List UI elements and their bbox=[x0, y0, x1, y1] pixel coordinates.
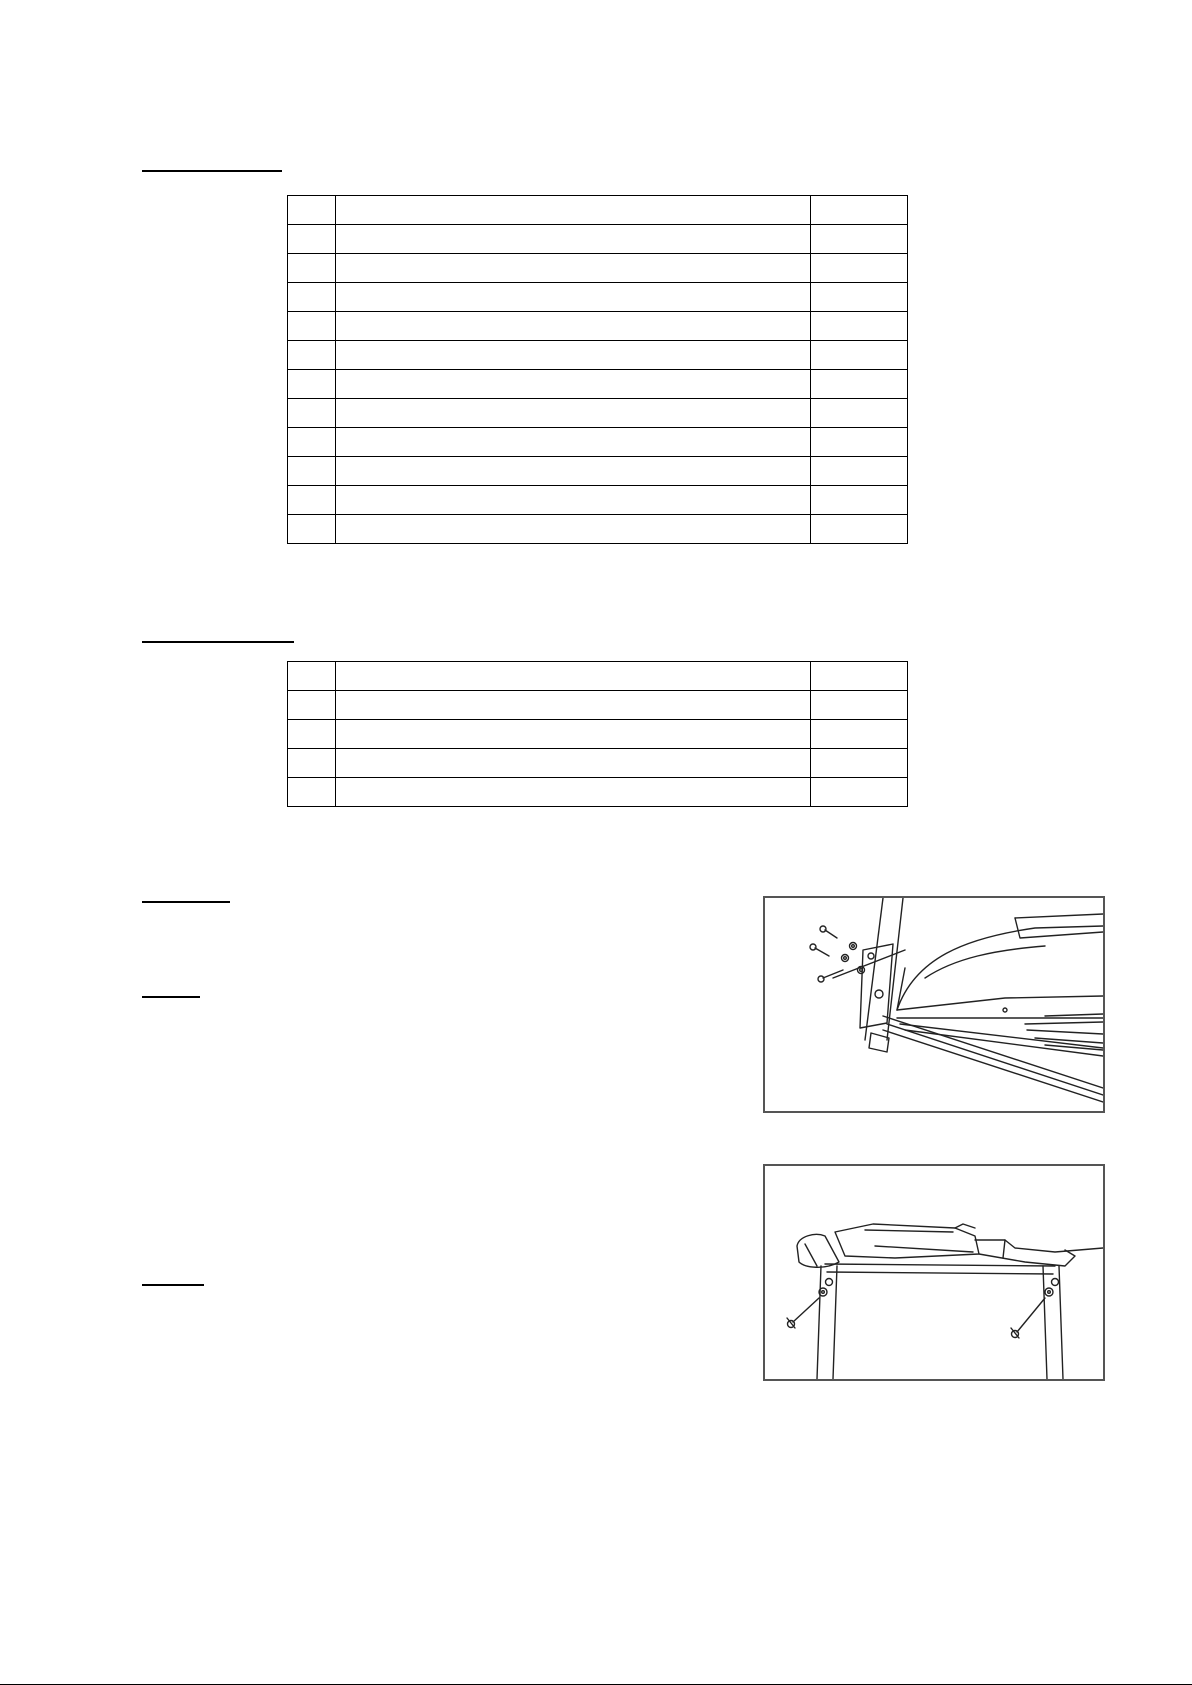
cell-desc bbox=[336, 370, 811, 399]
parts-table-2 bbox=[287, 661, 908, 807]
parts-table-2-body bbox=[288, 662, 908, 807]
cell-no bbox=[288, 370, 336, 399]
cell-no bbox=[288, 515, 336, 544]
table-row bbox=[288, 399, 908, 428]
cell-qty bbox=[811, 457, 908, 486]
cell-qty bbox=[811, 691, 908, 720]
table-row bbox=[288, 196, 908, 225]
table-row bbox=[288, 691, 908, 720]
cell-qty bbox=[811, 486, 908, 515]
parts-table-1 bbox=[287, 195, 908, 544]
table-row bbox=[288, 720, 908, 749]
cell-desc bbox=[336, 254, 811, 283]
cell-desc bbox=[336, 749, 811, 778]
section-2-heading-underline bbox=[142, 641, 294, 643]
figure-1-drawing bbox=[765, 898, 1103, 1111]
cell-no bbox=[288, 341, 336, 370]
table-row bbox=[288, 225, 908, 254]
cell-no bbox=[288, 399, 336, 428]
cell-desc bbox=[336, 778, 811, 807]
table-row bbox=[288, 312, 908, 341]
section-3-heading-underline bbox=[142, 901, 230, 903]
cell-no bbox=[288, 749, 336, 778]
cell-desc bbox=[336, 428, 811, 457]
table-row bbox=[288, 457, 908, 486]
cell-qty bbox=[811, 515, 908, 544]
cell-qty bbox=[811, 428, 908, 457]
cell-qty bbox=[811, 778, 908, 807]
table-row bbox=[288, 283, 908, 312]
cell-qty bbox=[811, 283, 908, 312]
cell-no bbox=[288, 196, 336, 225]
table-row bbox=[288, 749, 908, 778]
cell-qty bbox=[811, 341, 908, 370]
cell-qty bbox=[811, 225, 908, 254]
table-row bbox=[288, 370, 908, 399]
cell-no bbox=[288, 662, 336, 691]
cell-qty bbox=[811, 312, 908, 341]
section-1-heading-underline bbox=[142, 170, 282, 172]
cell-qty bbox=[811, 370, 908, 399]
cell-desc bbox=[336, 225, 811, 254]
cell-no bbox=[288, 283, 336, 312]
table-row bbox=[288, 486, 908, 515]
cell-no bbox=[288, 254, 336, 283]
parts-table-1-body bbox=[288, 196, 908, 544]
step-2-label-underline bbox=[142, 1284, 204, 1286]
table-row bbox=[288, 254, 908, 283]
cell-desc bbox=[336, 399, 811, 428]
cell-no bbox=[288, 720, 336, 749]
table-row bbox=[288, 341, 908, 370]
cell-qty bbox=[811, 720, 908, 749]
figure-2-console-bolts bbox=[763, 1164, 1105, 1381]
cell-desc bbox=[336, 720, 811, 749]
cell-no bbox=[288, 691, 336, 720]
cell-no bbox=[288, 225, 336, 254]
cell-no bbox=[288, 778, 336, 807]
cell-desc bbox=[336, 196, 811, 225]
cell-qty bbox=[811, 662, 908, 691]
cell-no bbox=[288, 428, 336, 457]
cell-desc bbox=[336, 662, 811, 691]
cell-desc bbox=[336, 515, 811, 544]
figure-1-upright-bolts bbox=[763, 896, 1105, 1113]
cell-qty bbox=[811, 254, 908, 283]
table-row bbox=[288, 662, 908, 691]
cell-desc bbox=[336, 457, 811, 486]
cell-desc bbox=[336, 341, 811, 370]
table-row bbox=[288, 515, 908, 544]
cell-qty bbox=[811, 399, 908, 428]
cell-desc bbox=[336, 283, 811, 312]
cell-desc bbox=[336, 691, 811, 720]
cell-no bbox=[288, 486, 336, 515]
figure-2-drawing bbox=[765, 1166, 1103, 1379]
cell-qty bbox=[811, 749, 908, 778]
cell-desc bbox=[336, 486, 811, 515]
cell-no bbox=[288, 312, 336, 341]
cell-desc bbox=[336, 312, 811, 341]
table-row bbox=[288, 778, 908, 807]
step-1-label-underline bbox=[142, 996, 200, 998]
cell-qty bbox=[811, 196, 908, 225]
table-row bbox=[288, 428, 908, 457]
cell-no bbox=[288, 457, 336, 486]
